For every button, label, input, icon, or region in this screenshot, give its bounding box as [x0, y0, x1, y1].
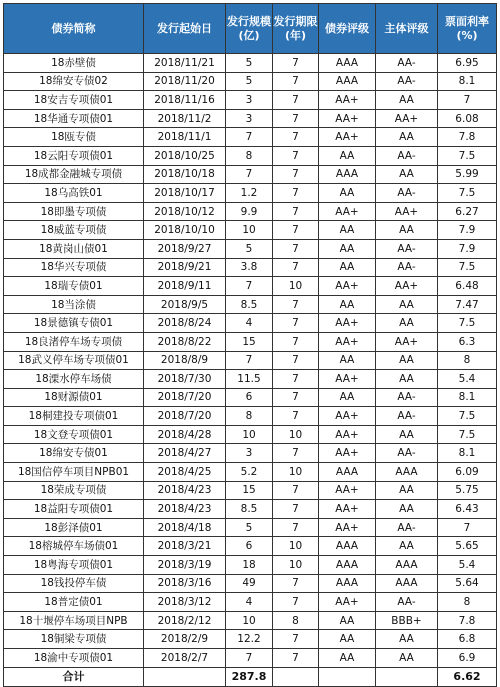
cell-issue-term: 7 [273, 239, 319, 258]
cell-issue-date: 2018/8/24 [144, 314, 226, 333]
cell-bond-rating: AA [319, 146, 376, 165]
cell-bond-name: 18黄岗山债01 [4, 239, 144, 258]
cell-coupon-rate: 6.27 [438, 202, 497, 221]
table-row [4, 109, 497, 128]
table-row [4, 221, 497, 240]
cell-issue-date: 2018/11/16 [144, 91, 226, 110]
cell-issue-date: 2018/9/21 [144, 258, 226, 277]
cell-issuer-rating: AA [376, 295, 438, 314]
cell-issuer-rating: AA [376, 649, 438, 668]
header-issue-scale: 发行规模(亿) [226, 4, 273, 54]
cell-bond-name: 18财源债01 [4, 388, 144, 407]
table-row [4, 611, 497, 630]
cell-bond-rating: AAA [319, 165, 376, 184]
cell-bond-rating: AA+ [319, 444, 376, 463]
table-row [4, 91, 497, 110]
cell-bond-name: 18绵安专债02 [4, 72, 144, 91]
cell-bond-name: 18即墨专项债 [4, 202, 144, 221]
cell-issue-scale: 3.8 [226, 258, 273, 277]
cell-bond-rating: AA+ [319, 128, 376, 147]
cell-issue-scale: 7 [226, 649, 273, 668]
cell-issue-scale: 3 [226, 109, 273, 128]
cell-bond-rating: AA+ [319, 518, 376, 537]
table-row [4, 314, 497, 333]
cell-bond-name: 18武义停车场专项债01 [4, 351, 144, 370]
cell-issue-term: 7 [273, 481, 319, 500]
cell-coupon-rate: 7 [438, 518, 497, 537]
cell-issuer-rating: AA- [376, 593, 438, 612]
table-row [4, 332, 497, 351]
cell-bond-rating: AA [319, 351, 376, 370]
cell-coupon-rate: 8.1 [438, 388, 497, 407]
table-row [4, 184, 497, 203]
cell-coupon-rate: 7.8 [438, 611, 497, 630]
cell-issue-date: 2018/10/10 [144, 221, 226, 240]
cell-coupon-rate: 7.5 [438, 425, 497, 444]
cell-bond-rating: AAA [319, 574, 376, 593]
table-row [4, 556, 497, 575]
header-issue-term: 发行期限(年) [273, 4, 319, 54]
table-row [4, 295, 497, 314]
cell-issue-date: 2018/11/1 [144, 128, 226, 147]
cell-issuer-rating: AA [376, 91, 438, 110]
cell-issuer-rating: AA [376, 370, 438, 389]
cell-issue-date: 2018/3/16 [144, 574, 226, 593]
cell-coupon-rate: 6.9 [438, 649, 497, 668]
cell-coupon-rate: 7 [438, 91, 497, 110]
cell-coupon-rate: 7.5 [438, 146, 497, 165]
cell-bond-rating: AA+ [319, 425, 376, 444]
cell-issuer-rating: AA [376, 128, 438, 147]
table-header [4, 4, 497, 54]
cell-issue-date: 2018/4/18 [144, 518, 226, 537]
table-row [4, 351, 497, 370]
table-row [4, 463, 497, 482]
cell-coupon-rate: 8.1 [438, 444, 497, 463]
cell-bond-name: 18榕城停车场债01 [4, 537, 144, 556]
cell-issuer-rating: AA- [376, 444, 438, 463]
cell-issue-term: 7 [273, 649, 319, 668]
cell-bond-rating: AAA [319, 556, 376, 575]
bond-table [3, 3, 497, 687]
cell-issue-date: 2018/11/20 [144, 72, 226, 91]
cell-issue-date: 2018/10/18 [144, 165, 226, 184]
cell-issue-date: 2018/4/27 [144, 444, 226, 463]
table-body [4, 54, 497, 668]
cell-issue-scale: 6 [226, 388, 273, 407]
cell-issuer-rating: AA [376, 537, 438, 556]
cell-bond-rating: AA+ [319, 332, 376, 351]
cell-issue-scale: 7 [226, 165, 273, 184]
cell-issuer-rating: AA [376, 351, 438, 370]
cell-bond-rating: AA+ [319, 593, 376, 612]
cell-bond-rating: AA+ [319, 407, 376, 426]
cell-coupon-rate: 7.47 [438, 295, 497, 314]
cell-issuer-rating: BBB+ [376, 611, 438, 630]
total-scale: 287.8 [226, 667, 273, 686]
cell-issue-term: 7 [273, 72, 319, 91]
total-empty-issuer-rating [376, 667, 438, 686]
cell-coupon-rate: 6.48 [438, 277, 497, 296]
cell-bond-name: 18安吉专项债01 [4, 91, 144, 110]
cell-bond-name: 18乌高铁01 [4, 184, 144, 203]
table-row [4, 165, 497, 184]
cell-issue-term: 7 [273, 165, 319, 184]
cell-issuer-rating: AA- [376, 72, 438, 91]
total-empty-date [144, 667, 226, 686]
cell-issue-term: 7 [273, 444, 319, 463]
cell-issue-scale: 8 [226, 407, 273, 426]
cell-issue-scale: 3 [226, 444, 273, 463]
cell-bond-name: 18十堰停车场项目NPB [4, 611, 144, 630]
header-bond-rating: 债券评级 [319, 4, 376, 54]
table-row [4, 370, 497, 389]
cell-bond-rating: AA+ [319, 314, 376, 333]
cell-issue-term: 10 [273, 537, 319, 556]
cell-issue-term: 7 [273, 407, 319, 426]
cell-issue-date: 2018/7/20 [144, 388, 226, 407]
cell-issue-date: 2018/10/17 [144, 184, 226, 203]
cell-bond-rating: AA+ [319, 481, 376, 500]
cell-issue-date: 2018/8/9 [144, 351, 226, 370]
table-row [4, 54, 497, 73]
cell-coupon-rate: 5.4 [438, 556, 497, 575]
cell-issue-date: 2018/3/12 [144, 593, 226, 612]
cell-issuer-rating: AA+ [376, 277, 438, 296]
cell-issue-scale: 7 [226, 128, 273, 147]
header-issue-date: 发行起始日 [144, 4, 226, 54]
cell-issue-date: 2018/2/7 [144, 649, 226, 668]
cell-issue-term: 10 [273, 277, 319, 296]
cell-issuer-rating: AA- [376, 388, 438, 407]
cell-bond-name: 18粤海专项债01 [4, 556, 144, 575]
cell-issuer-rating: AA [376, 630, 438, 649]
cell-coupon-rate: 6.09 [438, 463, 497, 482]
cell-issue-date: 2018/11/2 [144, 109, 226, 128]
cell-issue-scale: 10 [226, 611, 273, 630]
total-empty-term [273, 667, 319, 686]
table-row [4, 388, 497, 407]
cell-bond-name: 18云阳专项债01 [4, 146, 144, 165]
cell-bond-name: 18益阳专项债01 [4, 500, 144, 519]
cell-issuer-rating: AA- [376, 184, 438, 203]
cell-bond-name: 18瑞专债01 [4, 277, 144, 296]
cell-bond-rating: AAA [319, 72, 376, 91]
cell-issue-term: 7 [273, 593, 319, 612]
header-coupon-rate: 票面利率(%) [438, 4, 497, 54]
cell-issue-date: 2018/4/28 [144, 425, 226, 444]
cell-issue-scale: 7 [226, 351, 273, 370]
cell-issue-scale: 8.5 [226, 295, 273, 314]
cell-issue-term: 7 [273, 500, 319, 519]
cell-issue-term: 7 [273, 202, 319, 221]
table-row [4, 128, 497, 147]
cell-bond-rating: AA [319, 630, 376, 649]
table-row [4, 239, 497, 258]
bond-table-container [3, 3, 496, 687]
cell-issue-term: 7 [273, 630, 319, 649]
cell-coupon-rate: 7.5 [438, 314, 497, 333]
cell-issuer-rating: AA+ [376, 202, 438, 221]
cell-coupon-rate: 5.99 [438, 165, 497, 184]
cell-bond-rating: AA [319, 295, 376, 314]
cell-issue-term: 7 [273, 109, 319, 128]
table-row [4, 481, 497, 500]
cell-issuer-rating: AA- [376, 407, 438, 426]
cell-issue-scale: 15 [226, 481, 273, 500]
cell-issue-scale: 12.2 [226, 630, 273, 649]
cell-issue-term: 7 [273, 146, 319, 165]
cell-issue-term: 7 [273, 54, 319, 73]
cell-issuer-rating: AA [376, 165, 438, 184]
cell-issue-date: 2018/9/27 [144, 239, 226, 258]
cell-issue-date: 2018/7/30 [144, 370, 226, 389]
table-row [4, 630, 497, 649]
cell-coupon-rate: 8 [438, 593, 497, 612]
cell-bond-rating: AA+ [319, 109, 376, 128]
cell-issue-term: 7 [273, 351, 319, 370]
table-row [4, 202, 497, 221]
cell-bond-name: 18桐建投专项债01 [4, 407, 144, 426]
cell-issue-term: 7 [273, 370, 319, 389]
cell-bond-rating: AA [319, 258, 376, 277]
cell-issue-date: 2018/9/11 [144, 277, 226, 296]
cell-bond-name: 18华兴专项债 [4, 258, 144, 277]
cell-issue-scale: 11.5 [226, 370, 273, 389]
cell-issue-term: 7 [273, 91, 319, 110]
cell-issue-term: 10 [273, 463, 319, 482]
cell-issue-scale: 8.5 [226, 500, 273, 519]
cell-issue-term: 7 [273, 388, 319, 407]
cell-issue-scale: 15 [226, 332, 273, 351]
cell-issue-scale: 5 [226, 518, 273, 537]
cell-coupon-rate: 6.8 [438, 630, 497, 649]
cell-bond-name: 18赤壁债 [4, 54, 144, 73]
cell-bond-rating: AA+ [319, 277, 376, 296]
cell-issue-date: 2018/11/21 [144, 54, 226, 73]
cell-issue-term: 7 [273, 314, 319, 333]
cell-issue-date: 2018/4/23 [144, 500, 226, 519]
cell-issue-term: 8 [273, 611, 319, 630]
cell-bond-name: 18钱投停车债 [4, 574, 144, 593]
cell-issue-scale: 3 [226, 91, 273, 110]
table-row [4, 277, 497, 296]
cell-issue-term: 7 [273, 332, 319, 351]
cell-coupon-rate: 6.95 [438, 54, 497, 73]
total-label: 合计 [4, 667, 144, 686]
cell-issuer-rating: AA+ [376, 332, 438, 351]
table-row [4, 146, 497, 165]
cell-issue-term: 7 [273, 295, 319, 314]
cell-issue-term: 10 [273, 425, 319, 444]
cell-issuer-rating: AAA [376, 463, 438, 482]
cell-bond-name: 18普定债01 [4, 593, 144, 612]
cell-bond-rating: AA+ [319, 370, 376, 389]
table-row [4, 425, 497, 444]
cell-issue-scale: 10 [226, 425, 273, 444]
cell-issue-scale: 49 [226, 574, 273, 593]
cell-bond-rating: AA+ [319, 91, 376, 110]
cell-issuer-rating: AA- [376, 239, 438, 258]
cell-issue-scale: 9.9 [226, 202, 273, 221]
total-empty-bond-rating [319, 667, 376, 686]
cell-bond-name: 18当涂债 [4, 295, 144, 314]
cell-coupon-rate: 5.4 [438, 370, 497, 389]
cell-issue-date: 2018/10/25 [144, 146, 226, 165]
cell-bond-name: 18溧水停车场债 [4, 370, 144, 389]
cell-bond-rating: AA+ [319, 202, 376, 221]
cell-coupon-rate: 5.64 [438, 574, 497, 593]
cell-issue-date: 2018/10/12 [144, 202, 226, 221]
cell-issue-date: 2018/4/25 [144, 463, 226, 482]
cell-issue-term: 7 [273, 518, 319, 537]
cell-bond-name: 18景德镇专债01 [4, 314, 144, 333]
cell-bond-name: 18文登专项债01 [4, 425, 144, 444]
cell-coupon-rate: 6.3 [438, 332, 497, 351]
cell-issue-scale: 5.2 [226, 463, 273, 482]
cell-issue-scale: 7 [226, 277, 273, 296]
table-row [4, 407, 497, 426]
cell-issue-date: 2018/7/20 [144, 407, 226, 426]
cell-coupon-rate: 5.75 [438, 481, 497, 500]
cell-issuer-rating: AA [376, 425, 438, 444]
cell-bond-rating: AA [319, 388, 376, 407]
table-row [4, 444, 497, 463]
table-row [4, 500, 497, 519]
cell-issue-scale: 1.2 [226, 184, 273, 203]
cell-coupon-rate: 8.1 [438, 72, 497, 91]
cell-bond-rating: AAA [319, 54, 376, 73]
cell-issue-date: 2018/4/23 [144, 481, 226, 500]
cell-coupon-rate: 7.9 [438, 221, 497, 240]
cell-bond-name: 18成都金融城专项债 [4, 165, 144, 184]
cell-issuer-rating: AA- [376, 518, 438, 537]
cell-coupon-rate: 6.43 [438, 500, 497, 519]
cell-issuer-rating: AAA [376, 556, 438, 575]
cell-issue-scale: 8 [226, 146, 273, 165]
cell-issue-scale: 4 [226, 314, 273, 333]
cell-bond-rating: AAA [319, 463, 376, 482]
cell-bond-rating: AA [319, 649, 376, 668]
cell-issue-term: 7 [273, 574, 319, 593]
cell-bond-name: 18华通专项债01 [4, 109, 144, 128]
cell-coupon-rate: 7.5 [438, 258, 497, 277]
cell-bond-name: 18彭泽债01 [4, 518, 144, 537]
cell-issue-scale: 4 [226, 593, 273, 612]
cell-bond-rating: AA [319, 611, 376, 630]
cell-bond-rating: AA [319, 239, 376, 258]
table-row [4, 649, 497, 668]
cell-issue-term: 7 [273, 128, 319, 147]
cell-issuer-rating: AA [376, 481, 438, 500]
table-row [4, 72, 497, 91]
cell-issue-date: 2018/8/22 [144, 332, 226, 351]
cell-coupon-rate: 6.08 [438, 109, 497, 128]
cell-issue-scale: 5 [226, 54, 273, 73]
cell-coupon-rate: 7.9 [438, 239, 497, 258]
cell-issuer-rating: AA [376, 314, 438, 333]
cell-coupon-rate: 7.8 [438, 128, 497, 147]
total-row [4, 667, 497, 686]
table-row [4, 593, 497, 612]
cell-bond-rating: AA [319, 221, 376, 240]
cell-issue-scale: 5 [226, 239, 273, 258]
cell-coupon-rate: 7.5 [438, 184, 497, 203]
cell-bond-name: 18绵安专债01 [4, 444, 144, 463]
cell-bond-name: 18荣成专项债 [4, 481, 144, 500]
header-issuer-rating: 主体评级 [376, 4, 438, 54]
cell-issue-scale: 18 [226, 556, 273, 575]
cell-issuer-rating: AA+ [376, 109, 438, 128]
cell-coupon-rate: 8 [438, 351, 497, 370]
header-row [4, 4, 497, 54]
cell-issue-scale: 10 [226, 221, 273, 240]
cell-issue-scale: 5 [226, 72, 273, 91]
header-bond-name: 债券简称 [4, 4, 144, 54]
cell-bond-name: 18渝中专项债01 [4, 649, 144, 668]
cell-coupon-rate: 5.65 [438, 537, 497, 556]
table-row [4, 258, 497, 277]
cell-issuer-rating: AA- [376, 146, 438, 165]
cell-issuer-rating: AAA [376, 574, 438, 593]
cell-issue-date: 2018/3/19 [144, 556, 226, 575]
cell-issuer-rating: AA [376, 221, 438, 240]
cell-issuer-rating: AA [376, 500, 438, 519]
cell-issue-term: 10 [273, 556, 319, 575]
cell-coupon-rate: 7.5 [438, 407, 497, 426]
cell-bond-name: 18铜梁专项债 [4, 630, 144, 649]
cell-issue-date: 2018/3/21 [144, 537, 226, 556]
cell-bond-rating: AA [319, 184, 376, 203]
cell-issue-term: 7 [273, 221, 319, 240]
cell-issue-date: 2018/2/12 [144, 611, 226, 630]
cell-bond-name: 18瓯专债 [4, 128, 144, 147]
cell-bond-name: 18威蓝专项债 [4, 221, 144, 240]
cell-bond-name: 18良渚停车场专项债 [4, 332, 144, 351]
cell-bond-name: 18国信停车项目NPB01 [4, 463, 144, 482]
cell-issuer-rating: AA- [376, 258, 438, 277]
table-row [4, 574, 497, 593]
cell-issue-scale: 6 [226, 537, 273, 556]
cell-issuer-rating: AA- [376, 54, 438, 73]
cell-issue-date: 2018/9/5 [144, 295, 226, 314]
table-row [4, 518, 497, 537]
cell-bond-rating: AA+ [319, 500, 376, 519]
table-row [4, 537, 497, 556]
total-rate: 6.62 [438, 667, 497, 686]
cell-issue-term: 7 [273, 184, 319, 203]
table-footer [4, 667, 497, 686]
cell-bond-rating: AAA [319, 537, 376, 556]
cell-issue-date: 2018/2/9 [144, 630, 226, 649]
cell-issue-term: 7 [273, 258, 319, 277]
